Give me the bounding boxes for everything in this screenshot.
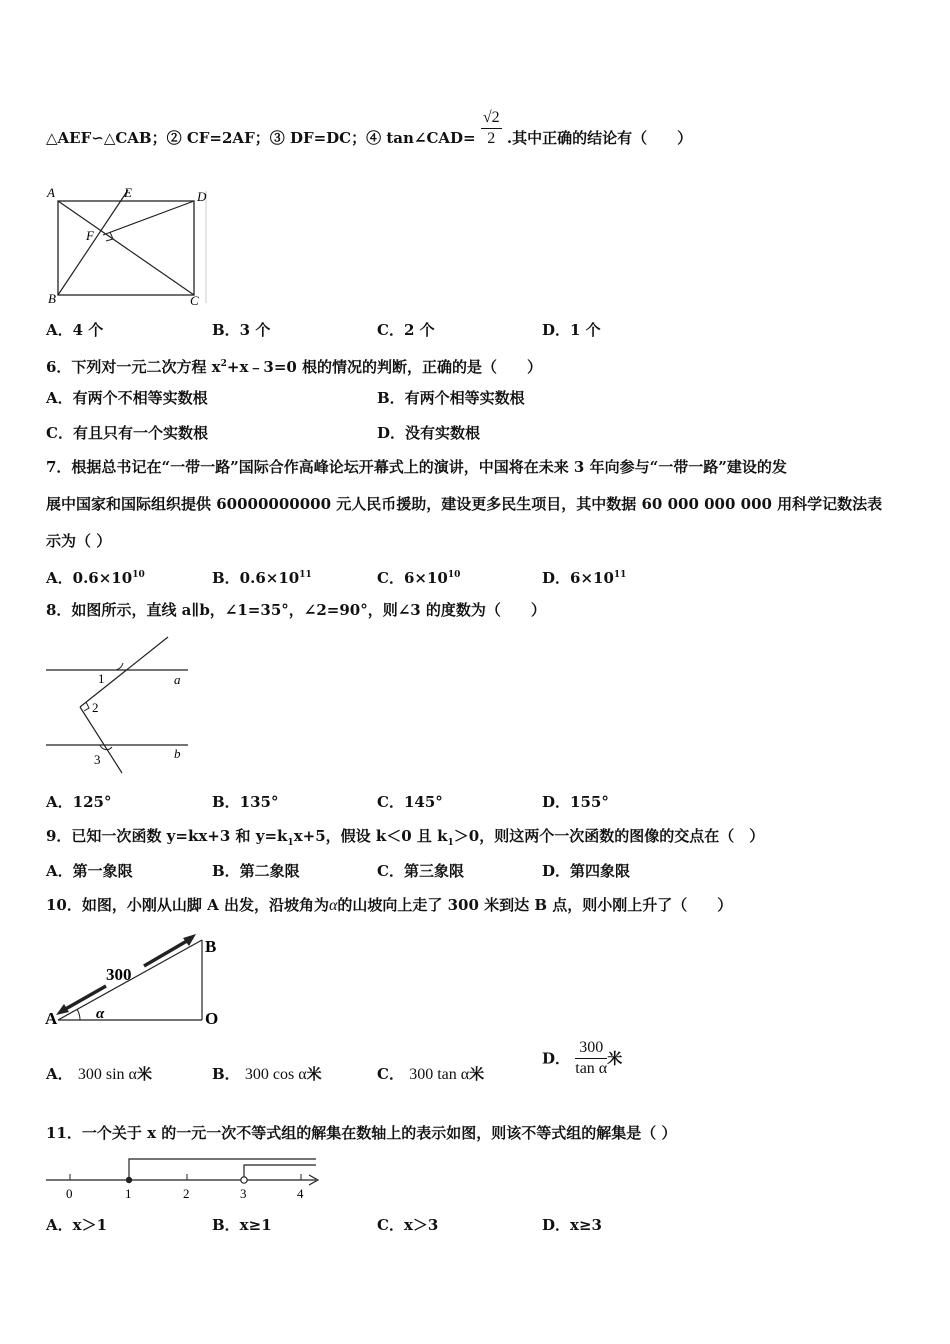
tick-label-3: 3 [240, 1186, 247, 1201]
q5-stem [46, 108, 693, 149]
label-d: D [197, 189, 207, 204]
q10-d-fraction [575, 1038, 607, 1079]
q9-option-d: D．第四象限 [542, 862, 631, 880]
label-b: B [48, 291, 56, 306]
label-B: B [205, 937, 217, 956]
label-a: a [174, 672, 181, 687]
q11-option-c: C．x＞3 [377, 1216, 439, 1234]
q5-option-c: C．2 个 [377, 321, 435, 339]
q10-c-expr: 300 tan α [409, 1066, 470, 1083]
q5-fraction [481, 108, 502, 149]
q9-stem-a: 9．已知一次函数 y=kx+3 和 y=k [46, 827, 288, 845]
transversal-lower [80, 707, 122, 773]
q10-b-unit: 米 [306, 1065, 322, 1083]
label-1: 1 [98, 671, 105, 686]
q10-stem-b: 的山坡向上走了 300 米到达 B 点，则小刚上升了（ ） [337, 896, 733, 914]
q11-option-d: D．x≥3 [542, 1216, 602, 1234]
ray-from-3 [244, 1165, 316, 1180]
q5-option-b: B．3 个 [212, 321, 271, 339]
transversal-upper [80, 637, 168, 707]
q6-stem-b: +x﹣3=0 根的情况的判断，正确的是（ ） [226, 358, 543, 376]
q8-parallel-lines-figure [44, 635, 194, 777]
label-f: F [86, 228, 94, 243]
q10-a-label: A． [46, 1065, 73, 1083]
label-3: 3 [94, 752, 101, 767]
q10-d-num: 300 [575, 1038, 607, 1059]
q5-stem-prefix: △AEF∽△CAB；② CF=2AF；③ DF=DC；④ tan∠CAD= [46, 129, 476, 147]
q6-exponent: 2 [220, 359, 227, 369]
q7-a-base: A．0.6×10 [46, 569, 133, 587]
q6-option-c: C．有且只有一个实数根 [46, 424, 208, 442]
q9-stem-b: x+5，假设 k＜0 且 k [293, 827, 448, 845]
q10-option-a [46, 1064, 152, 1085]
q7-option-d [542, 565, 626, 588]
q7-c-base: C．6×10 [377, 569, 448, 587]
hollow-point-3 [241, 1177, 247, 1183]
q11-number-line [44, 1156, 324, 1202]
q9-sub2: 1 [447, 838, 454, 848]
q9-option-b: B．第二象限 [212, 862, 300, 880]
q5-frac-den: 2 [487, 129, 496, 147]
q7-stem-line3: 示为（ ） [46, 532, 112, 550]
q10-d-label: D． [542, 1049, 571, 1068]
label-2: 2 [92, 700, 99, 715]
label-alpha: α [96, 1006, 105, 1022]
q8-option-b: B．135° [212, 793, 279, 811]
q9-stem [46, 826, 764, 853]
q10-b-expr: 300 cos α [244, 1066, 307, 1083]
ray-from-1 [129, 1159, 316, 1180]
q7-option-b [212, 565, 312, 588]
tick-label-2: 2 [183, 1186, 190, 1201]
q6-stem-a: 6．下列对一元二次方程 x [46, 358, 221, 376]
arrow-down-head [56, 1004, 69, 1015]
label-a: A [47, 185, 55, 200]
q10-d-unit: 米 [607, 1049, 623, 1068]
q6-option-a: A．有两个不相等实数根 [46, 389, 208, 407]
q7-a-exp: 10 [132, 570, 145, 580]
q10-c-unit: 米 [469, 1065, 485, 1083]
angle-1-arc [116, 663, 123, 670]
q10-a-expr: 300 sin α [77, 1066, 137, 1083]
q10-alpha: α [328, 897, 338, 914]
label-O: O [205, 1009, 219, 1028]
q10-c-label: C． [377, 1065, 404, 1083]
label-b: b [174, 746, 181, 761]
q7-d-base: D．6×10 [542, 569, 614, 587]
q10-a-unit: 米 [136, 1065, 152, 1083]
q6-stem [46, 354, 542, 377]
q5-rectangle-figure [44, 185, 214, 307]
q10-option-b [212, 1064, 322, 1085]
label-dist: 300 [106, 965, 132, 984]
q9-sub1: 1 [287, 838, 294, 848]
q7-d-exp: 11 [613, 570, 627, 580]
q9-option-c: C．第三象限 [377, 862, 464, 880]
q6-option-d: D．没有实数根 [377, 424, 481, 442]
q7-stem-line1: 7．根据总书记在“一带一路”国际合作高峰论坛开幕式上的演讲，中国将在未来 3 年向参与“一带一路”建设的发 [46, 458, 787, 476]
q7-option-a [46, 565, 145, 588]
q11-option-a: A．x＞1 [46, 1216, 108, 1234]
q6-option-b: B．有两个相等实数根 [377, 389, 525, 407]
q5-frac-num: √2 [481, 108, 502, 129]
q11-option-b: B．x≥1 [212, 1216, 272, 1234]
q5-option-a: A．4 个 [46, 321, 104, 339]
q8-option-a: A．125° [46, 793, 112, 811]
label-e: E [124, 185, 132, 200]
q7-b-exp: 11 [299, 570, 312, 580]
alpha-arc [77, 1009, 80, 1020]
q5-stem-suffix: .其中正确的结论有（ ） [506, 129, 693, 147]
q10-option-c [377, 1064, 484, 1085]
q8-stem: 8．如图所示，直线 a∥b，∠1=35°，∠2=90°，则∠3 的度数为（ ） [46, 601, 546, 619]
tick-label-1: 1 [125, 1186, 132, 1201]
q10-stem-a: 10．如图，小刚从山脚 A 出发，沿坡角为 [46, 896, 329, 914]
q10-option-d [542, 1038, 622, 1079]
tick-label-4: 4 [297, 1186, 304, 1201]
q10-slope-figure [44, 928, 234, 1030]
q8-option-c: C．145° [377, 793, 443, 811]
arrow-up-shaft [144, 938, 192, 966]
solid-point-1 [126, 1177, 132, 1183]
q10-b-label: B． [212, 1065, 240, 1083]
q7-option-c [377, 565, 460, 588]
label-c: C [190, 293, 199, 307]
q11-stem: 11．一个关于 x 的一元一次不等式组的解集在数轴上的表示如图，则该不等式组的解集是（ ） [46, 1124, 677, 1142]
q7-b-base: B．0.6×10 [212, 569, 300, 587]
q7-c-exp: 10 [447, 570, 461, 580]
label-A: A [45, 1009, 58, 1028]
q9-stem-c: ＞0，则这两个一次函数的图像的交点在（ ） [453, 827, 765, 845]
q9-option-a: A．第一象限 [46, 862, 133, 880]
tick-label-0: 0 [66, 1186, 73, 1201]
q8-option-d: D．155° [542, 793, 609, 811]
q7-stem-line2: 展中国家和国际组织提供 60000000000 元人民币援助，建设更多民生项目，其中数据 60 000 000 000 用科学记数法表 [46, 495, 883, 513]
q10-stem [46, 895, 732, 916]
q10-d-den: tan α [575, 1060, 608, 1077]
q5-option-d: D．1 个 [542, 321, 601, 339]
